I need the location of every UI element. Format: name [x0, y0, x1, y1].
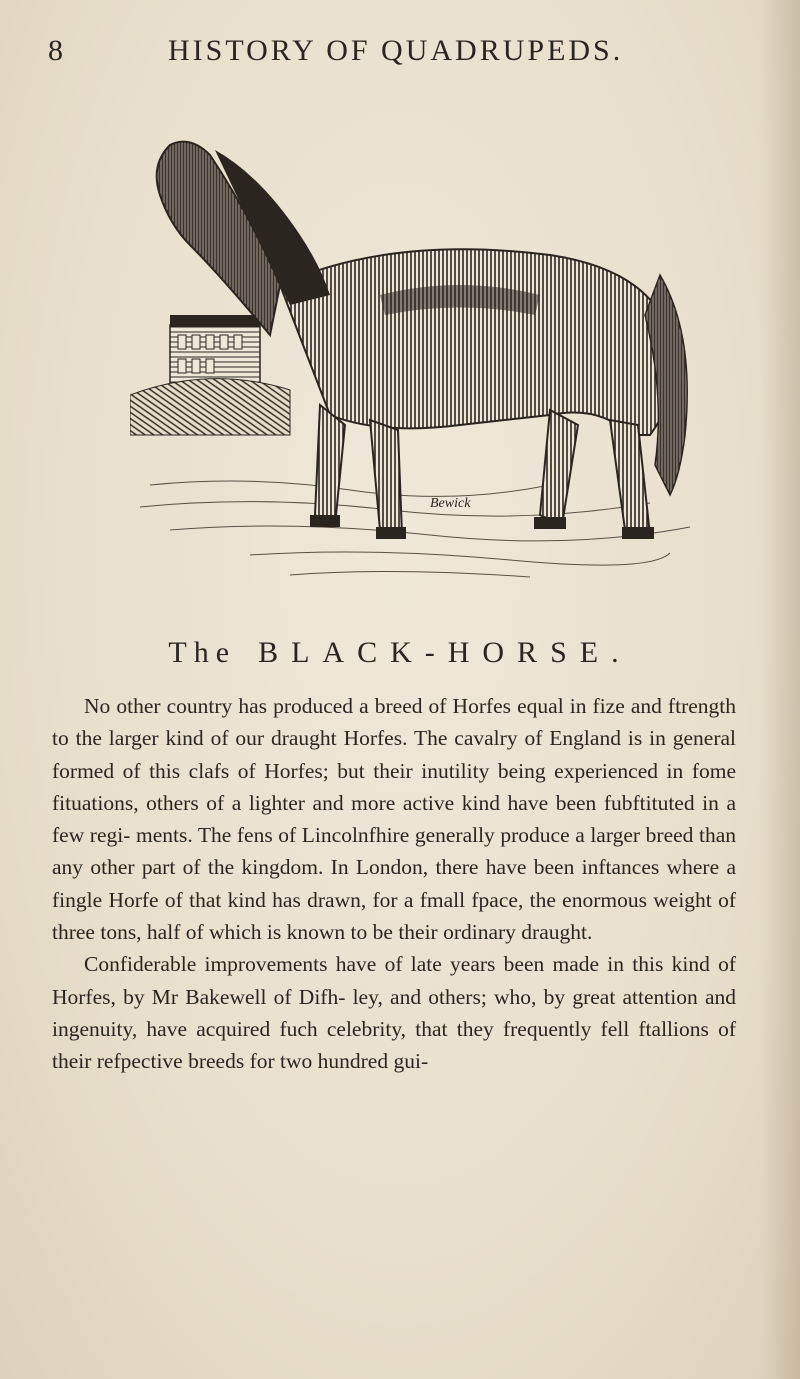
horse-engraving-icon	[130, 135, 700, 585]
background-buildings	[130, 315, 290, 435]
engraver-signature: Bewick	[430, 496, 471, 511]
paragraph: No other country has produced a breed of Horfes equal in fize and ftrength to the larger kind of our draught Horfes. The cavalry of England is in general formed of this clafs of Horfes; but their inutility being experienced in fome fituations, others of a lighter and more active kind have been fubftituted in a few regi- ments. The fens of Lincolnfhire generally produce a larger breed than any other part of the kingdom. In London, there have been inftances where a fingle Horfe of that kind has drawn, for a fmall fpace, the enormous weight of three tons, half of which is known to be their ordinary draught.	[52, 694, 736, 945]
body-text	[52, 690, 736, 1078]
running-title: HISTORY OF QUADRUPEDS.	[168, 34, 624, 67]
illustration-caption	[0, 636, 800, 670]
page-edge-shadow	[760, 0, 800, 1379]
caption-article: The	[168, 636, 237, 669]
page-header	[48, 34, 748, 84]
paragraph: Confiderable improvements have of late years been made in this kind of Horfes, by Mr Bakewell of Difh- ley, and others; who, by great attention and ingenuity, have acquired fuch celebrity, that they frequently fell ftallions of their refpective breeds for two hundred gui-	[52, 952, 736, 1074]
ground-lines	[140, 481, 690, 577]
caption-title: BLACK-HORSE.	[258, 636, 632, 669]
page-number: 8	[48, 34, 64, 67]
